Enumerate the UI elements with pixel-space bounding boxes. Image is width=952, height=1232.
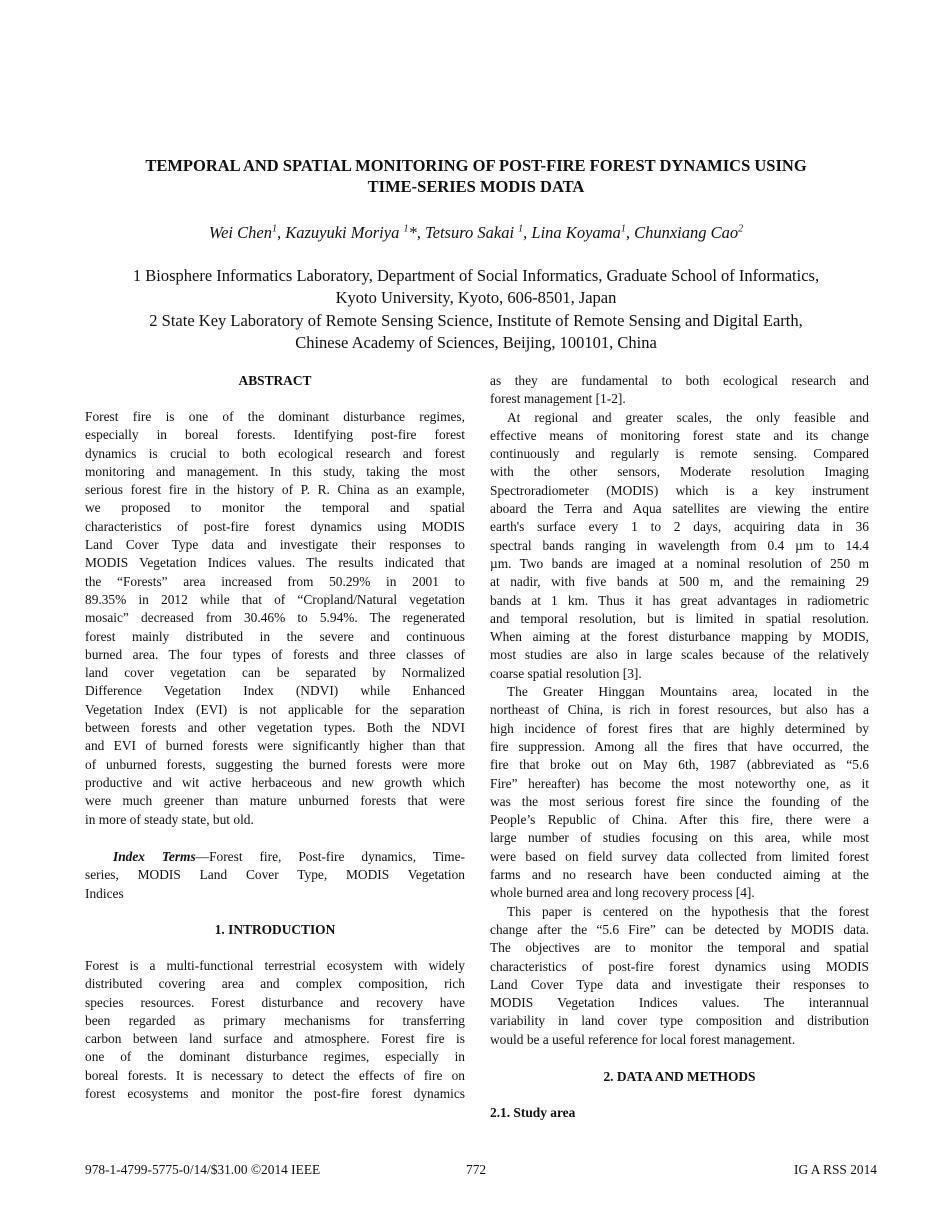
text-line: land cover vegetation can be separated by Normalized bbox=[85, 665, 465, 681]
author: Kazuyuki Moriya $^1$*, bbox=[285, 223, 425, 242]
text-line: earth's surface every 1 to 2 days, acquiring data in 36 bbox=[490, 519, 869, 535]
text-line: one of the dominant disturbance regimes, especially in bbox=[85, 1049, 465, 1065]
title-line: TEMPORAL AND SPATIAL MONITORING OF POST-FIRE FOREST DYNAMICS USING bbox=[145, 156, 807, 175]
text-line: This paper is centered on the hypothesis that the forest bbox=[507, 903, 869, 919]
text-line: Forest fire is one of the dominant disturbance regimes, bbox=[85, 409, 465, 424]
right-column-body bbox=[490, 372, 869, 1049]
affiliation-line: 2 State Key Laboratory of Remote Sensing Science, Institute of Remote Sensing and Digital Earth, bbox=[149, 310, 803, 330]
author: Wei Chen$^1$, bbox=[208, 223, 286, 242]
text-line: between forests and other vegetation types. Both the NDVI bbox=[85, 720, 465, 736]
text-line: People’s Republic of China. After this fire, there were a bbox=[490, 812, 869, 828]
text-line: Indices bbox=[85, 885, 124, 901]
paragraph bbox=[490, 903, 869, 1049]
text-line: the “Forests” area increased from 50.29% in 2001 to bbox=[85, 573, 465, 589]
footer-isbn: 978-1-4799-5775-0/14/$31.00 ©2014 IEEE bbox=[85, 1162, 321, 1177]
text-line: whole burned area and long recovery process [4]. bbox=[490, 885, 755, 901]
text-line: at nadir, with five bands at 500 m, and the remaining 29 bbox=[490, 574, 869, 590]
text-line: change after the “5.6 Fire” can be detected by MODIS data. bbox=[490, 921, 869, 937]
introduction-body bbox=[85, 957, 465, 1103]
text-line: burned area. The four types of forests and three classes of bbox=[85, 646, 465, 662]
text-line: Index Terms—Forest fire, Post-fire dynamics, Time- bbox=[113, 849, 465, 864]
text-line: were much greener than mature unburned forests that were bbox=[85, 793, 465, 809]
author: Chunxiang Cao$^2$ bbox=[634, 223, 744, 242]
paper-title bbox=[60, 155, 892, 197]
affiliation-line: Kyoto University, Kyoto, 606-8501, Japan bbox=[335, 288, 617, 308]
text-line: and EVI of burned forests were significantly higher than that bbox=[85, 738, 465, 754]
footer-conference: IG A RSS 2014 bbox=[794, 1162, 877, 1177]
text-line: as they are fundamental to both ecological research and bbox=[490, 373, 869, 388]
title-line: TIME-SERIES MODIS DATA bbox=[367, 177, 585, 196]
text-line: fire that broke out on May 6th, 1987 (abbreviated as “5.6 bbox=[490, 757, 869, 773]
author: Tetsuro Sakai $^1$, bbox=[424, 223, 532, 242]
text-line: carbon between land surface and atmosphere. Forest fire is bbox=[85, 1031, 465, 1047]
text-line: Difference Vegetation Index (NDVI) while Enhanced bbox=[85, 683, 465, 699]
text-line: dynamics is crucial to both ecological research and forest bbox=[85, 445, 465, 461]
author-list bbox=[60, 222, 892, 244]
text-line: serious forest fire in the history of P. R. China as an example, bbox=[85, 482, 465, 498]
index-terms-label: Index Terms bbox=[113, 849, 196, 864]
text-line: been regarded as primary mechanisms for transferring bbox=[85, 1012, 465, 1028]
paragraph bbox=[490, 683, 869, 903]
text-line: productive and wit active herbaceous and new growth which bbox=[85, 774, 465, 790]
text-line: mosaic” decreased from 30.46% to 5.94%. The regenerated bbox=[85, 610, 465, 626]
text-line: spectral bands ranging in wavelength from 0.4 µm to 14.4 bbox=[490, 537, 869, 553]
text-line: were based on field survey data collected from limited forest bbox=[490, 848, 869, 864]
text-line: most studies are also in large scales because of the relatively bbox=[490, 647, 869, 663]
text-line: continuously and regularly is remote sensing. Compared bbox=[490, 446, 869, 462]
index-terms bbox=[85, 848, 465, 903]
text-line: in more of steady state, but old. bbox=[85, 811, 254, 827]
text-line: large number of studies focusing on this area, while most bbox=[490, 830, 869, 846]
text-line: farms and no research have been conducted aiming at the bbox=[490, 867, 869, 883]
text-line: high incidence of forest fires that are highly determined by bbox=[490, 720, 869, 736]
text-line: forest management [1-2]. bbox=[490, 391, 626, 407]
text-line: MODIS Vegetation Indices values. The interannual bbox=[490, 995, 869, 1011]
methods-heading: 2. DATA AND METHODS bbox=[603, 1069, 756, 1084]
text-line: coarse spatial resolution [3]. bbox=[490, 665, 642, 681]
text-line: boreal forests. It is necessary to detect the effects of fire on bbox=[85, 1067, 465, 1083]
text-line: 89.35% in 2012 while that of “Cropland/Natural vegetation bbox=[85, 591, 465, 607]
abstract-body bbox=[85, 408, 465, 829]
text-line: and temporal resolution, but is limited in spatial resolution. bbox=[490, 610, 869, 626]
text-line: northeast of China, is rich in forest resources, but also has a bbox=[490, 702, 869, 718]
paragraph bbox=[490, 372, 869, 409]
text-line: MODIS Vegetation Indices values. The results indicated that bbox=[85, 555, 465, 571]
author: Lina Koyama$^1$, bbox=[531, 223, 635, 242]
text-line: was the most serious forest fire since the founding of the bbox=[490, 793, 869, 809]
text-line: characteristics of post-fire forest dynamics using MODIS bbox=[490, 958, 869, 974]
text-line: series, MODIS Land Cover Type, MODIS Vegetation bbox=[85, 867, 465, 883]
text-line: characteristics of post-fire forest dynamics using MODIS bbox=[85, 518, 465, 534]
text-line: The objectives are to monitor the temporal and spatial bbox=[490, 940, 869, 956]
text-line: fire suppression. Among all the fires that have occurred, the bbox=[490, 738, 869, 754]
text-line: forest mainly distributed in the severe and continuous bbox=[85, 628, 465, 644]
page-number: 772 bbox=[466, 1162, 487, 1177]
text-line: effective means of monitoring forest state and its change bbox=[490, 427, 869, 443]
text-line: especially in boreal forests. Identifying post-fire forest bbox=[85, 427, 465, 443]
text-line: monitoring and management. In this study, taking the most bbox=[85, 463, 465, 479]
text-line: distributed covering area and complex composition, rich bbox=[85, 976, 465, 992]
text-line: bands at 1 km. Thus it has great advantages in radiometric bbox=[490, 592, 869, 608]
affiliations bbox=[60, 265, 892, 355]
abstract-heading: ABSTRACT bbox=[238, 373, 312, 388]
text-line: µm. Two bands are imaged at a nominal resolution of 250 m bbox=[490, 555, 869, 571]
text-line: When aiming at the forest disturbance mapping by MODIS, bbox=[490, 629, 869, 645]
text-line: we proposed to monitor the temporal and spatial bbox=[85, 500, 465, 516]
study-area-heading: 2.1. Study area bbox=[490, 1105, 576, 1120]
text-line: At regional and greater scales, the only feasible and bbox=[507, 409, 869, 425]
introduction-heading: 1. INTRODUCTION bbox=[214, 922, 336, 937]
affiliation-line: Chinese Academy of Sciences, Beijing, 100101, China bbox=[295, 333, 657, 353]
text-line: variability in land cover type composition and distribution bbox=[490, 1013, 869, 1029]
text-line: Forest is a multi-functional terrestrial ecosystem with widely bbox=[85, 958, 465, 973]
paragraph bbox=[490, 409, 869, 683]
text-line: Fire” hereafter) has become the most noteworthy one, as it bbox=[490, 775, 869, 791]
text-line: Vegetation Index (EVI) is not applicable for the separation bbox=[85, 701, 465, 717]
affiliation-line: 1 Biosphere Informatics Laboratory, Department of Social Informatics, Graduate School of Informatics, bbox=[132, 266, 820, 285]
text-line: of unburned forests, suggesting the burned forests were more bbox=[85, 756, 465, 772]
text-line: The Greater Hinggan Mountains area, located in the bbox=[507, 684, 869, 700]
text-line: would be a useful reference for local forest management. bbox=[490, 1031, 796, 1047]
text-line: Land Cover Type data and investigate their responses to bbox=[490, 976, 869, 992]
text-line: Land Cover Type data and investigate their responses to bbox=[85, 537, 465, 553]
text-line: Spectroradiometer (MODIS) which is a key instrument bbox=[490, 482, 869, 498]
text-line: aboard the Terra and Aqua satellites are viewing the entire bbox=[490, 501, 869, 517]
text-line: forest ecosystems and monitor the post-fire forest dynamics bbox=[85, 1086, 465, 1102]
text-line: species resources. Forest disturbance and recovery have bbox=[85, 994, 465, 1010]
text-line: with the other sensors, Moderate resolution Imaging bbox=[490, 464, 869, 480]
